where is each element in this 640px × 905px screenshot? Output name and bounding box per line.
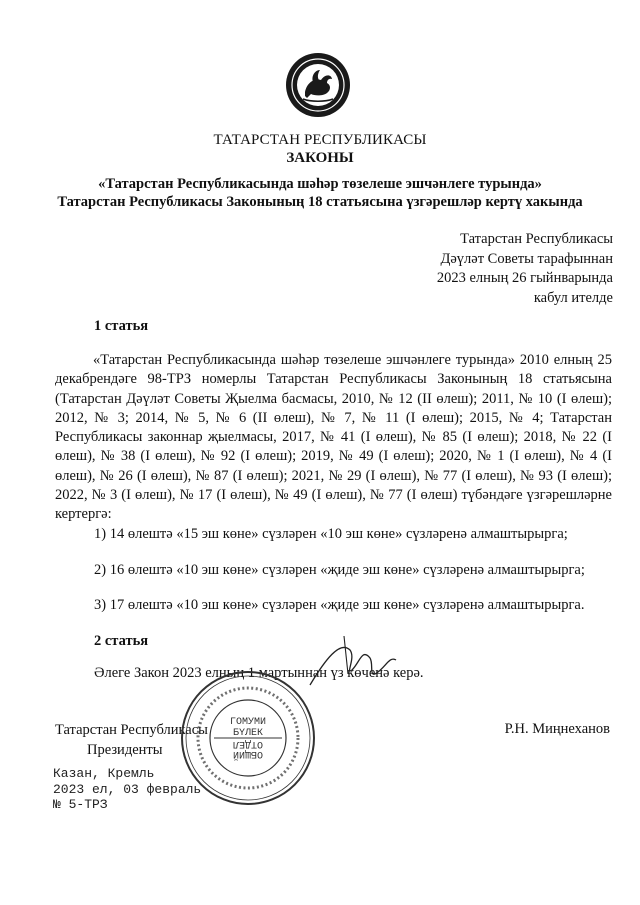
law-number: № 5-ТРЗ — [53, 797, 108, 812]
adoption-date: 2023 елның 26 гыйнварында — [436, 270, 613, 286]
signatory-title-line: Татарстан Республикасы — [55, 722, 208, 738]
adoption-line: Татарстан Республикасы — [460, 231, 613, 247]
amendment-item: 3) 17 өлештә «10 эш көне» сүзләрен «җиде эш көне» сүзләренә алмаштырырга. — [94, 597, 585, 613]
place: Казан, Кремль — [53, 766, 155, 781]
law-title-line-1: «Татарстан Республикасында шәһәр төзелеше эшчәнлеге турында» — [98, 176, 542, 192]
adoption-block — [437, 230, 613, 308]
stamp-text: БҮЛЕК — [232, 728, 264, 739]
signatory-title-line: Президенты — [87, 741, 163, 758]
adoption-line: кабул ителде — [533, 289, 613, 306]
stamp-text: ГОМУМИ — [229, 717, 267, 728]
tatarstan-coat-of-arms-icon — [285, 52, 351, 118]
article-2-text: Әлеге Закон 2023 елның 1 мартыннан үз көченә керә. — [94, 665, 424, 681]
amendment-item: 1) 14 өлештә «15 эш көне» сүзләрен «10 эш көне» сүзләренә алмаштырырга; — [94, 526, 568, 542]
article-2-heading: 2 статья — [94, 633, 149, 649]
republic-heading: ТАТАРСТАН РЕСПУБЛИКАСЫ — [213, 132, 427, 148]
article-1-heading: 1 статья — [94, 318, 149, 334]
adoption-line: Дәүләт Советы тарафыннан — [440, 250, 613, 267]
document-type: ЗАКОНЫ — [286, 150, 354, 166]
law-title-line-2: Татарстан Республикасы Законының 18 статьясына үзгәрешләр кертү хакында — [57, 194, 583, 210]
stamp-text: ОБЩИЙ — [232, 748, 264, 759]
date: 2023 ел, 03 февраль — [53, 781, 202, 797]
handwritten-signature — [300, 630, 420, 690]
stamp-text: ОТДЕЛ — [232, 738, 264, 749]
amendment-item: 2) 16 өлештә «10 эш көне» сүзләрен «җиде эш көне» сүзләренә алмаштырырга; — [94, 562, 585, 578]
signatory-name: Р.Н. Миңнеханов — [504, 721, 610, 737]
article-1-paragraph: «Татарстан Республикасында шәһәр төзелеше эшчәнлеге турында» 2010 елның 25 декабрендәге 98-ТРЗ номерлы Татарстан Республикасы Законының 18 статьясына (Татарстан Дәүләт Советы Җыелма басмасы, 2010, № 12 (II өлеш); 2011, № 10 (I өлеш); 2012, № 3; 2014, № 5, № 6 (II өлеш), № 7, № 11 (I өлеш); 2015, № 4; Татарстан Республикасы законнар җыелмасы, 2017, № 41 (I өлеш), № 85 (I өлеш); 2018, № 22 (I өлеш), № 38 (I өлеш), № 92 (I өлеш); 2019, № 49 (I өлеш); 2020, № 1 (I өлеш), № 4 (I өлеш), № 26 (I өлеш), № 87 (I өлеш); 2021, № 29 (I өлеш), № 77 (I өлеш), № 93 (I өлеш); 2022, № 3 (I өлеш), № 17 (I өлеш), № 49 (I өлеш), № 77 (I өлеш) түбәндәге үзгәрешләрне кертергә: — [55, 352, 612, 523]
official-seal-stamp — [178, 668, 318, 808]
